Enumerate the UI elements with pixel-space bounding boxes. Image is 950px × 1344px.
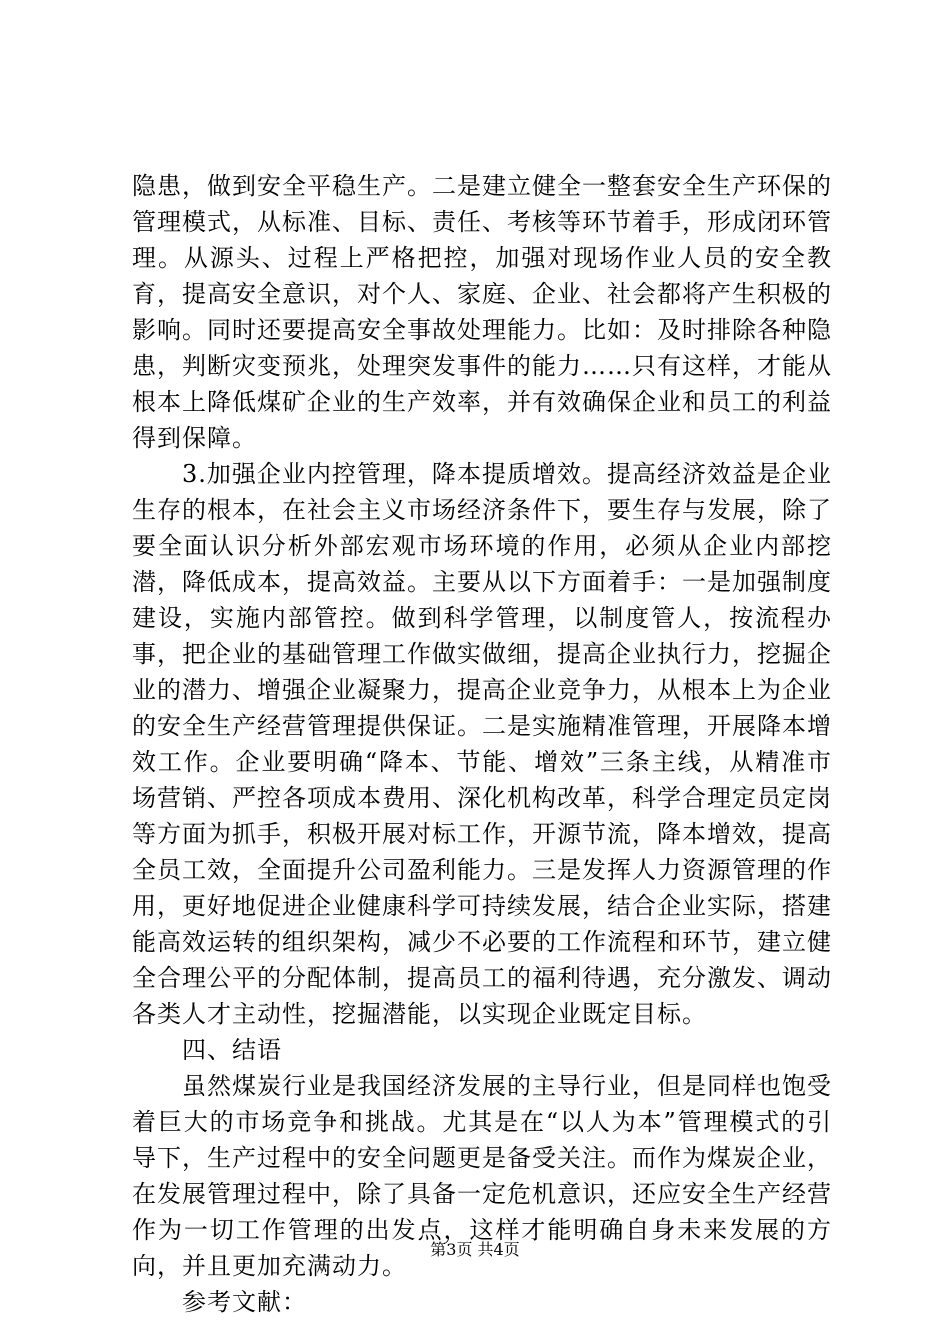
page-footer: 第3页 共4页: [430, 1240, 520, 1259]
paragraph-safety-continuation: 隐患，做到安全平稳生产。二是建立健全一整套安全生产环保的管理模式，从标准、目标、责任、考核等环节着手，形成闭环管理。从源头、过程上严格把控，加强对现场作业人员的安全教育，提高安全意识，对个人、家庭、企业、社会都将产生积极的影响。同时还要提高安全事故处理能力。比如：及时排除各种隐患，判断灾变预兆，处理突发事件的能力……只有这样，才能从根本上降低煤矿企业的生产效率，并有效确保企业和员工的利益得到保障。: [132, 172, 832, 452]
document-body: [132, 168, 832, 1320]
paragraph-internal-control: 3.加强企业内控管理，降本提质增效。提高经济效益是企业生存的根本，在社会主义市场经济条件下，要生存与发展，除了要全面认识分析外部宏观市场环境的作用，必须从企业内部挖潜，降低成本，提高效益。主要从以下方面着手：一是加强制度建设，实施内部管控。做到科学管理，以制度管人，按流程办事，把企业的基础管理工作做实做细，提高企业执行力，挖掘企业的潜力、增强企业凝聚力，提高企业竞争力，从根本上为企业的安全生产经营管理提供保证。二是实施精准管理，开展降本增效工作。企业要明确“降本、节能、增效”三条主线，从精准市场营销、严控各项成本费用、深化机构改革，科学合理定员定岗等方面为抓手，积极开展对标工作，开源节流，降本增效，提高全员工效，全面提升公司盈利能力。三是发挥人力资源管理的作用，更好地促进企业健康科学可持续发展，结合企业实际，搭建能高效运转的组织架构，减少不必要的工作流程和环节，建立健全合理公平的分配体制，提高员工的福利待遇，充分激发、调动各类人才主动性，挖掘潜能，以实现企业既定目标。: [132, 460, 832, 1028]
paragraph-conclusion: 虽然煤炭行业是我国经济发展的主导行业，但是同样也饱受着巨大的市场竞争和挑战。尤其是在“以人为本”管理模式的引导下，生产过程中的安全问题更是备受关注。而作为煤炭企业，在发展管理过程中，除了具备一定危机意识，还应安全生产经营作为一切工作管理的出发点，这样才能明确自身未来发展的方向，并且更加充满动力。: [132, 1072, 832, 1280]
references-heading: 参考文献：: [182, 1288, 307, 1316]
section-heading-conclusion: 四、结语: [182, 1036, 282, 1064]
